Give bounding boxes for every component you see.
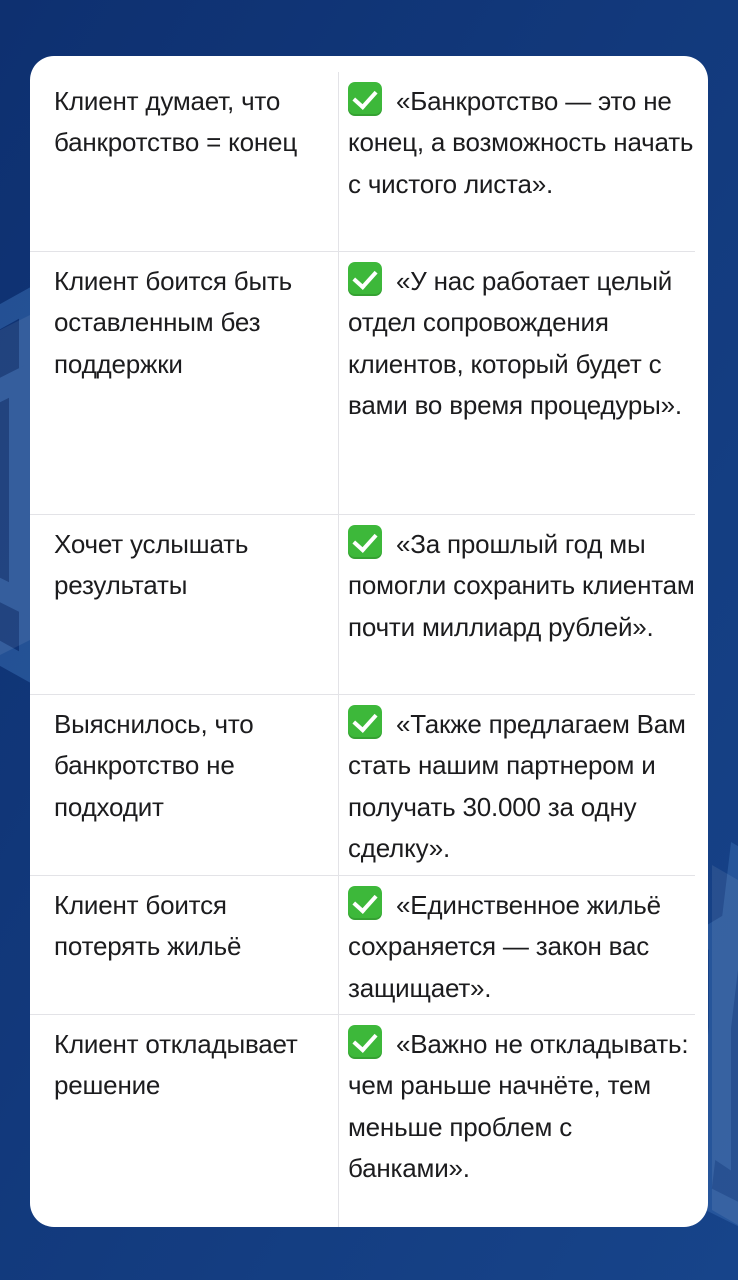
response-cell <box>339 695 695 875</box>
situation-text: Клиент думает, что банкротство = конец <box>54 86 298 158</box>
objection-table <box>30 72 695 1227</box>
table-row <box>30 1015 695 1227</box>
response-cell <box>339 1015 695 1227</box>
situation-cell <box>30 252 339 514</box>
situation-text: Клиент боится потерять жильё <box>54 890 242 962</box>
table-row <box>30 876 695 1015</box>
table-row <box>30 252 695 515</box>
situation-text: Выяснилось, что банкротство не подходит <box>54 709 254 822</box>
situation-text: Клиент боится быть оставленным без поддержки <box>54 266 293 379</box>
table-row <box>30 515 695 695</box>
check-mark-button-icon <box>348 525 382 559</box>
response-text: «Важно не откладывать: чем раньше начнёте, тем меньше проблем с банками». <box>348 1029 689 1183</box>
response-cell <box>339 252 695 514</box>
check-mark-button-icon <box>348 886 382 920</box>
table-row <box>30 695 695 876</box>
check-mark-button-icon <box>348 1025 382 1059</box>
situation-cell <box>30 515 339 694</box>
situation-text: Хочет услышать результаты <box>54 529 249 601</box>
response-text: «Также предлагаем Вам стать нашим партнером и получать 30.000 за одну сделку». <box>348 709 686 863</box>
situation-cell <box>30 695 339 875</box>
situation-text: Клиент откладывает решение <box>54 1029 298 1101</box>
response-text: «У нас работает целый отдел сопровождения клиентов, который будет с вами во время процедуры». <box>348 266 682 420</box>
situation-cell <box>30 72 339 251</box>
response-text: «Единственное жильё сохраняется — закон вас защищает». <box>348 890 661 1003</box>
response-cell <box>339 876 695 1014</box>
situation-cell <box>30 876 339 1014</box>
response-cell <box>339 515 695 694</box>
check-mark-button-icon <box>348 262 382 296</box>
response-cell <box>339 72 695 251</box>
check-mark-button-icon <box>348 82 382 116</box>
response-text: «За прошлый год мы помогли сохранить клиентам почти миллиард рублей». <box>348 529 695 642</box>
response-text: «Банкротство — это не конец, а возможность начать с чистого листа». <box>348 86 694 199</box>
table-row <box>30 72 695 252</box>
situation-cell <box>30 1015 339 1227</box>
comparison-card <box>30 56 708 1227</box>
check-mark-button-icon <box>348 705 382 739</box>
